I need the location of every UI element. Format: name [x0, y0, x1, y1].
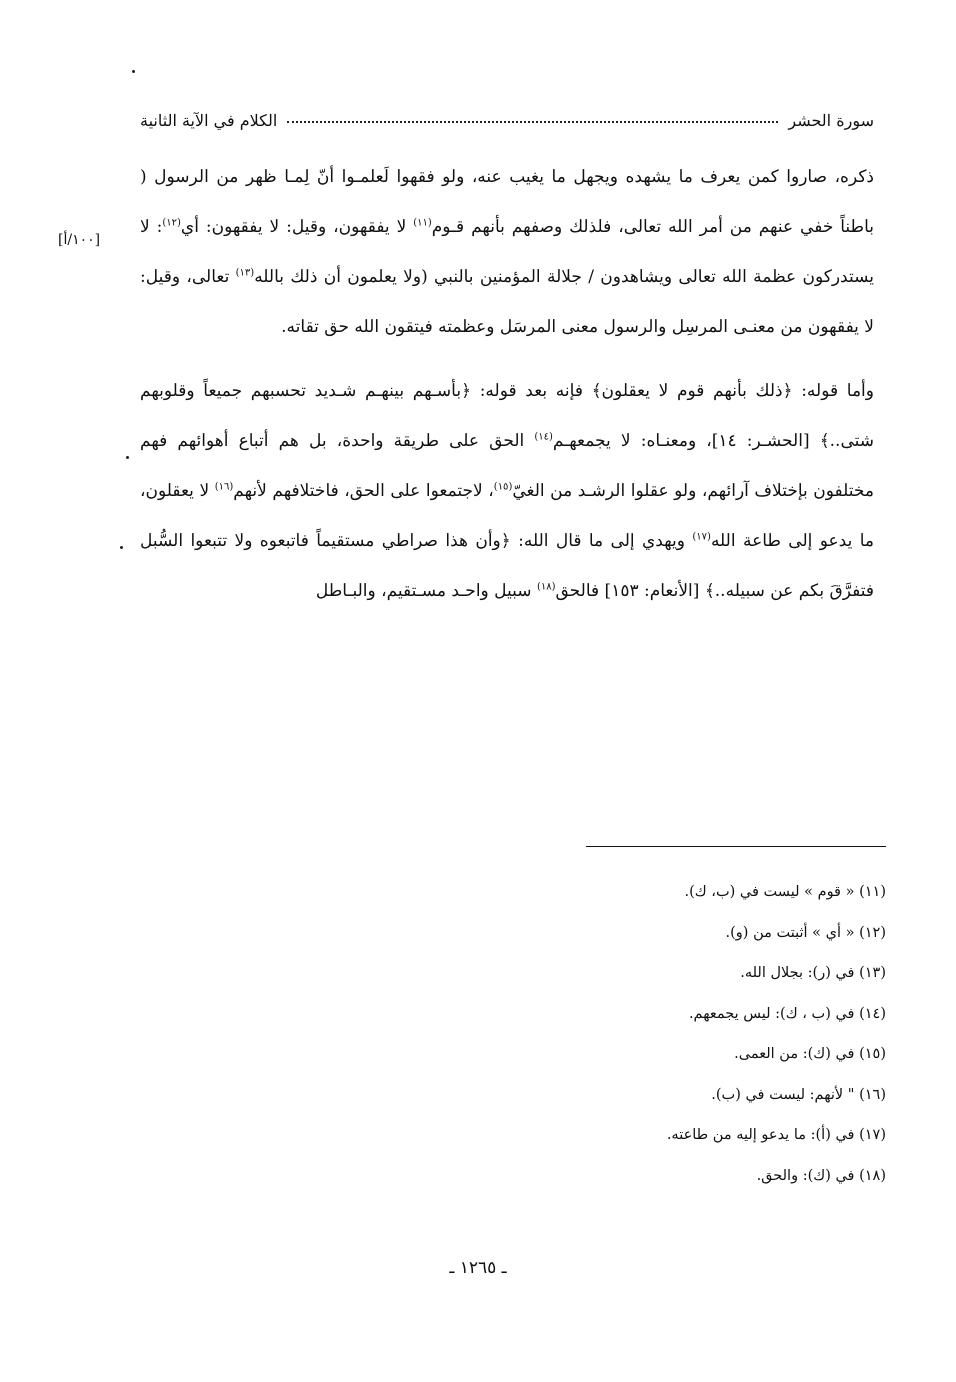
footnote-item: (١٥) في (ك): من العمى.	[734, 1046, 886, 1062]
footnote-item: (١٢) « أي » أثبتت من (و).	[725, 924, 886, 941]
page-number: ـ ١٢٦٥ ـ	[449, 1258, 507, 1278]
footnote-ref: (١٥)	[493, 481, 513, 493]
header-dotted-leader	[287, 121, 778, 123]
footnote-item: (١٣) في (ر): بجلال الله.	[740, 965, 886, 981]
text-run: تعالى، وقيل: لا يفقهون من معنـى المرسِل والرسول معنى المرسَل وعظمته فيتقون الله حق تقاته.	[140, 267, 874, 337]
footnote-item: (١٤) في (ب ، ك): ليس يجمعهم.	[688, 1005, 886, 1022]
main-text	[140, 152, 874, 616]
footnote-item: (١٨) في (ك): والحق.	[756, 1167, 886, 1184]
scan-speck	[126, 456, 129, 459]
text-run: لا يفقهون، وقيل: لا يفقهون: أي	[180, 217, 414, 237]
footnote-ref: (١٨)	[536, 581, 556, 593]
header-surah-title: سورة الحشر	[788, 110, 874, 130]
text-run: : لا يستدركون عظمة الله تعالى ويشاهدون / جلالة المؤمنين بالنبي (ولا يعلمون أن ذلك بالله	[140, 217, 874, 287]
text-run: لا يعقلون، ما يدعو إلى طاعة الله	[140, 481, 874, 551]
scan-speck	[120, 546, 123, 549]
text-run: الحق على طريقة واحدة، بل هم أتباع أهوائهم فهم مختلفون بإختلاف آرائهم، ولو عقلوا الرشـد من الغيّ	[140, 431, 874, 501]
footnote-ref: (١٦)	[214, 481, 234, 493]
paragraph-2	[140, 366, 874, 616]
paragraph-1	[140, 152, 874, 352]
footnote-item: (١٧) في (أ): ما يدعو إليه من طاعته.	[666, 1127, 886, 1143]
header-section-title: الكلام في الآية الثانية	[140, 110, 278, 130]
footnote-ref: (١٤)	[534, 431, 553, 443]
footnote-ref: (١٢)	[162, 217, 181, 229]
footnote-item: (١٦) " لأنهم: ليست في (ب).	[711, 1086, 886, 1103]
folio-margin-note: [١٠٠/أ]	[58, 232, 101, 248]
footnote-ref: (١٣)	[235, 267, 255, 279]
footnote-ref: (١١)	[413, 217, 432, 229]
running-header	[140, 100, 874, 140]
text-run: وأما قوله: ﴿ذلك بأنهم قوم لا يعقلون﴾ فإنه بعد قوله: ﴿بأسـهم بينهـم شـديد تحسبهم جميعاً وقلوبهم شتى..﴾ [الحشـر: ١٤]، ومعنـاه: لا يجمعهـم	[140, 381, 875, 451]
scan-speck	[132, 70, 135, 73]
text-run: ويهدي إلى ما قال الله: ﴿وأن هذا صراطي مستقيماً فاتبعوه ولا تتبعوا السُّبل فتفرَّقَ بكم عن سبيله..﴾ [الأنعام: ١٥٣] فالحق	[140, 531, 874, 601]
text-run: ذكره، صاروا كمن يعرف ما يشهده ويجهل ما يغيب عنه، ولو فقهوا لَعلمـوا أنّ لِمـا ظهر من الرسول ( باطناً خفي عنهم من أمر الله تعالى، فلذلك وصفهم بأنهم قـوم	[140, 167, 875, 237]
footnotes-list	[466, 872, 886, 1196]
text-run: ، لاجتمعوا على الحق، فاختلافهم لأنهم	[233, 481, 494, 501]
footnote-ref: (١٧)	[692, 531, 711, 543]
footnote-item: (١١) « قوم » ليست في (ب، ك).	[684, 884, 886, 900]
footnote-separator	[586, 846, 886, 847]
text-run: سبيل واحـد مسـتقيم، والبـاطل	[315, 581, 537, 601]
